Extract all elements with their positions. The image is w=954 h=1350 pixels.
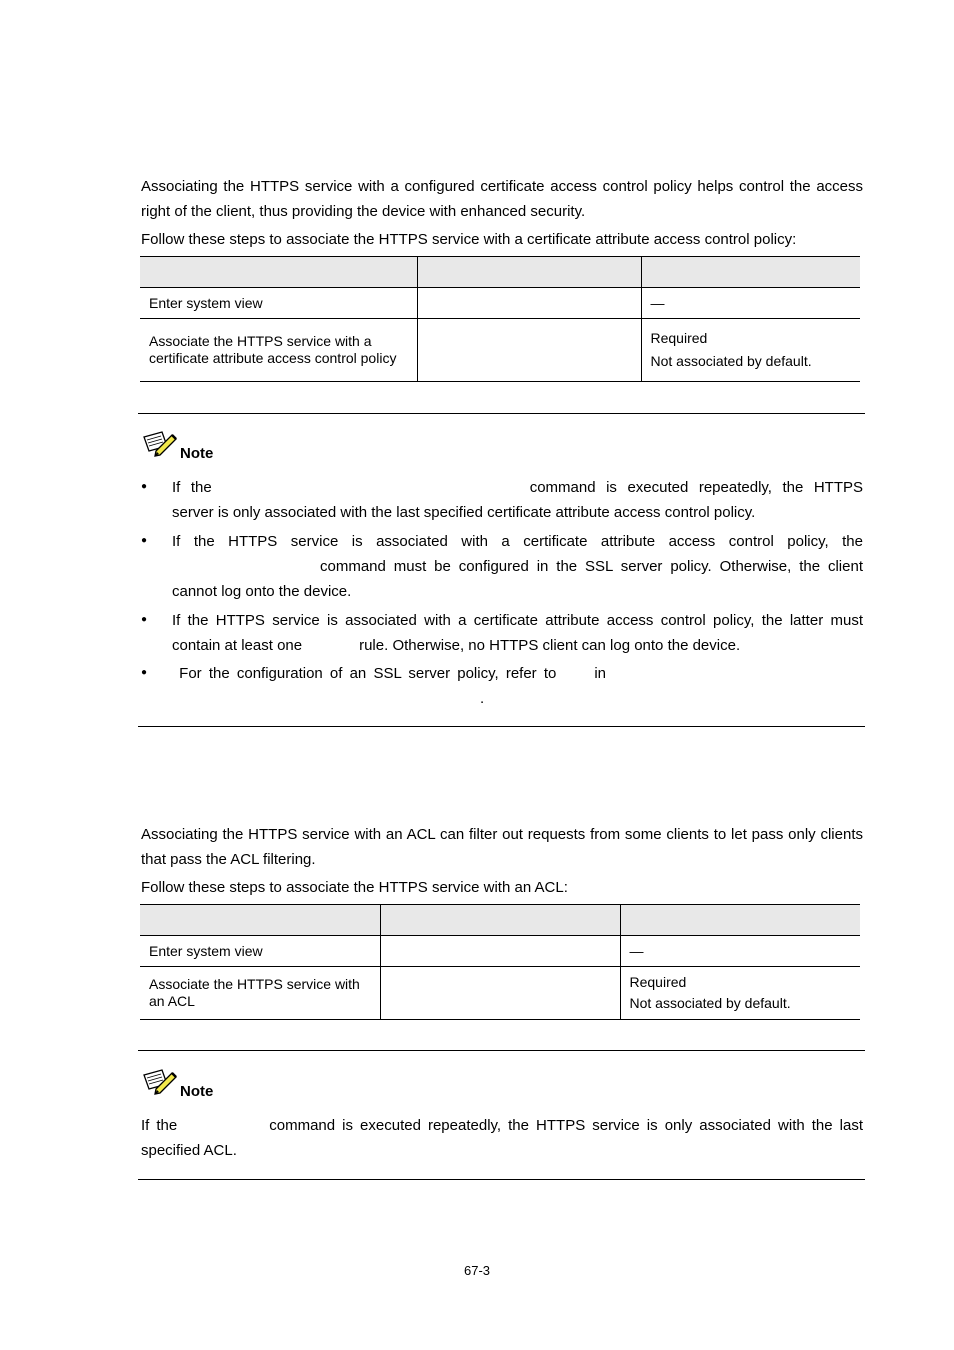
note-heading: [142, 1070, 213, 1102]
note-bullet-2: If the HTTPS service is associated with a certificate attribute access control policy, the command must be configured in the SSL server policy. Otherwise, the client cannot log onto the device.: [172, 533, 863, 600]
remarks-cell: [641, 319, 860, 382]
intro-paragraph: Associating the HTTPS service with an ACL can filter out requests from some clients to let pass only clients that pass the ACL filtering.: [141, 826, 863, 868]
remarks-cell: —: [641, 288, 860, 319]
command-cell: [380, 936, 620, 967]
table-header-row: [140, 257, 860, 288]
steps-lead-text: Follow these steps to associate the HTTPS service with an ACL:: [141, 879, 568, 896]
bullet-dot: ●: [141, 614, 148, 625]
remarks-default: Not associated by default.: [650, 353, 812, 369]
remarks-default: Not associated by default.: [629, 995, 791, 1011]
note-bullet-4: For the configuration of an SSL server policy, refer to in .: [179, 665, 607, 707]
certificate-policy-steps-table: [140, 256, 860, 382]
note-pencil-icon: [142, 1067, 178, 1102]
table-row: [140, 319, 860, 382]
header-cell-command: [380, 905, 620, 936]
remarks-cell: [620, 967, 860, 1020]
note-text: If the command is executed repeatedly, the HTTPS service is only associated with the last specified ACL.: [141, 1117, 863, 1159]
page-number: 67-3: [463, 1263, 491, 1278]
note-top-divider: [138, 1050, 865, 1051]
note-pencil-icon: [142, 429, 178, 464]
header-cell-command: [417, 257, 641, 288]
header-cell-remarks: [620, 905, 860, 936]
operation-cell: Enter system view: [140, 288, 417, 319]
table-row: [140, 967, 860, 1020]
header-cell-remarks: [641, 257, 860, 288]
operation-cell: Associate the HTTPS service with a certificate attribute access control policy: [140, 319, 417, 382]
table-row: [140, 288, 860, 319]
table-row: [140, 936, 860, 967]
table-header-row: [140, 905, 860, 936]
note-top-divider: [138, 413, 865, 414]
command-cell: [380, 967, 620, 1020]
header-cell-operation: [140, 905, 380, 936]
command-cell: [417, 288, 641, 319]
remarks-cell: —: [620, 936, 860, 967]
acl-steps-table: [140, 904, 860, 1020]
operation-cell: Associate the HTTPS service with an ACL: [140, 967, 380, 1020]
note-label: Note: [180, 445, 214, 462]
remarks-required: Required: [650, 330, 708, 346]
steps-lead-text: Follow these steps to associate the HTTPS service with a certificate attribute access control policy:: [141, 231, 797, 248]
note-heading: [142, 432, 213, 464]
intro-paragraph: Associating the HTTPS service with a configured certificate access control policy helps control the access right of the client, thus providing the device with enhanced security.: [141, 178, 863, 220]
header-cell-operation: [140, 257, 417, 288]
note-bottom-divider: [138, 726, 865, 727]
note-bullet-1: If the command is executed repeatedly, the HTTPS server is only associated with the last specified certificate attribute access control policy.: [172, 479, 864, 521]
bullet-dot: ●: [141, 481, 148, 492]
note-bottom-divider: [138, 1179, 865, 1180]
bullet-dot: ●: [141, 667, 148, 678]
command-cell: [417, 319, 641, 382]
note-bullet-3: If the HTTPS service is associated with a certificate attribute access control policy, the latter must contain at least one rule. Otherwise, no HTTPS client can log onto the device.: [172, 612, 863, 654]
note-label: Note: [180, 1083, 214, 1100]
remarks-required: Required: [629, 974, 687, 990]
bullet-dot: ●: [141, 535, 148, 546]
operation-cell: Enter system view: [140, 936, 380, 967]
